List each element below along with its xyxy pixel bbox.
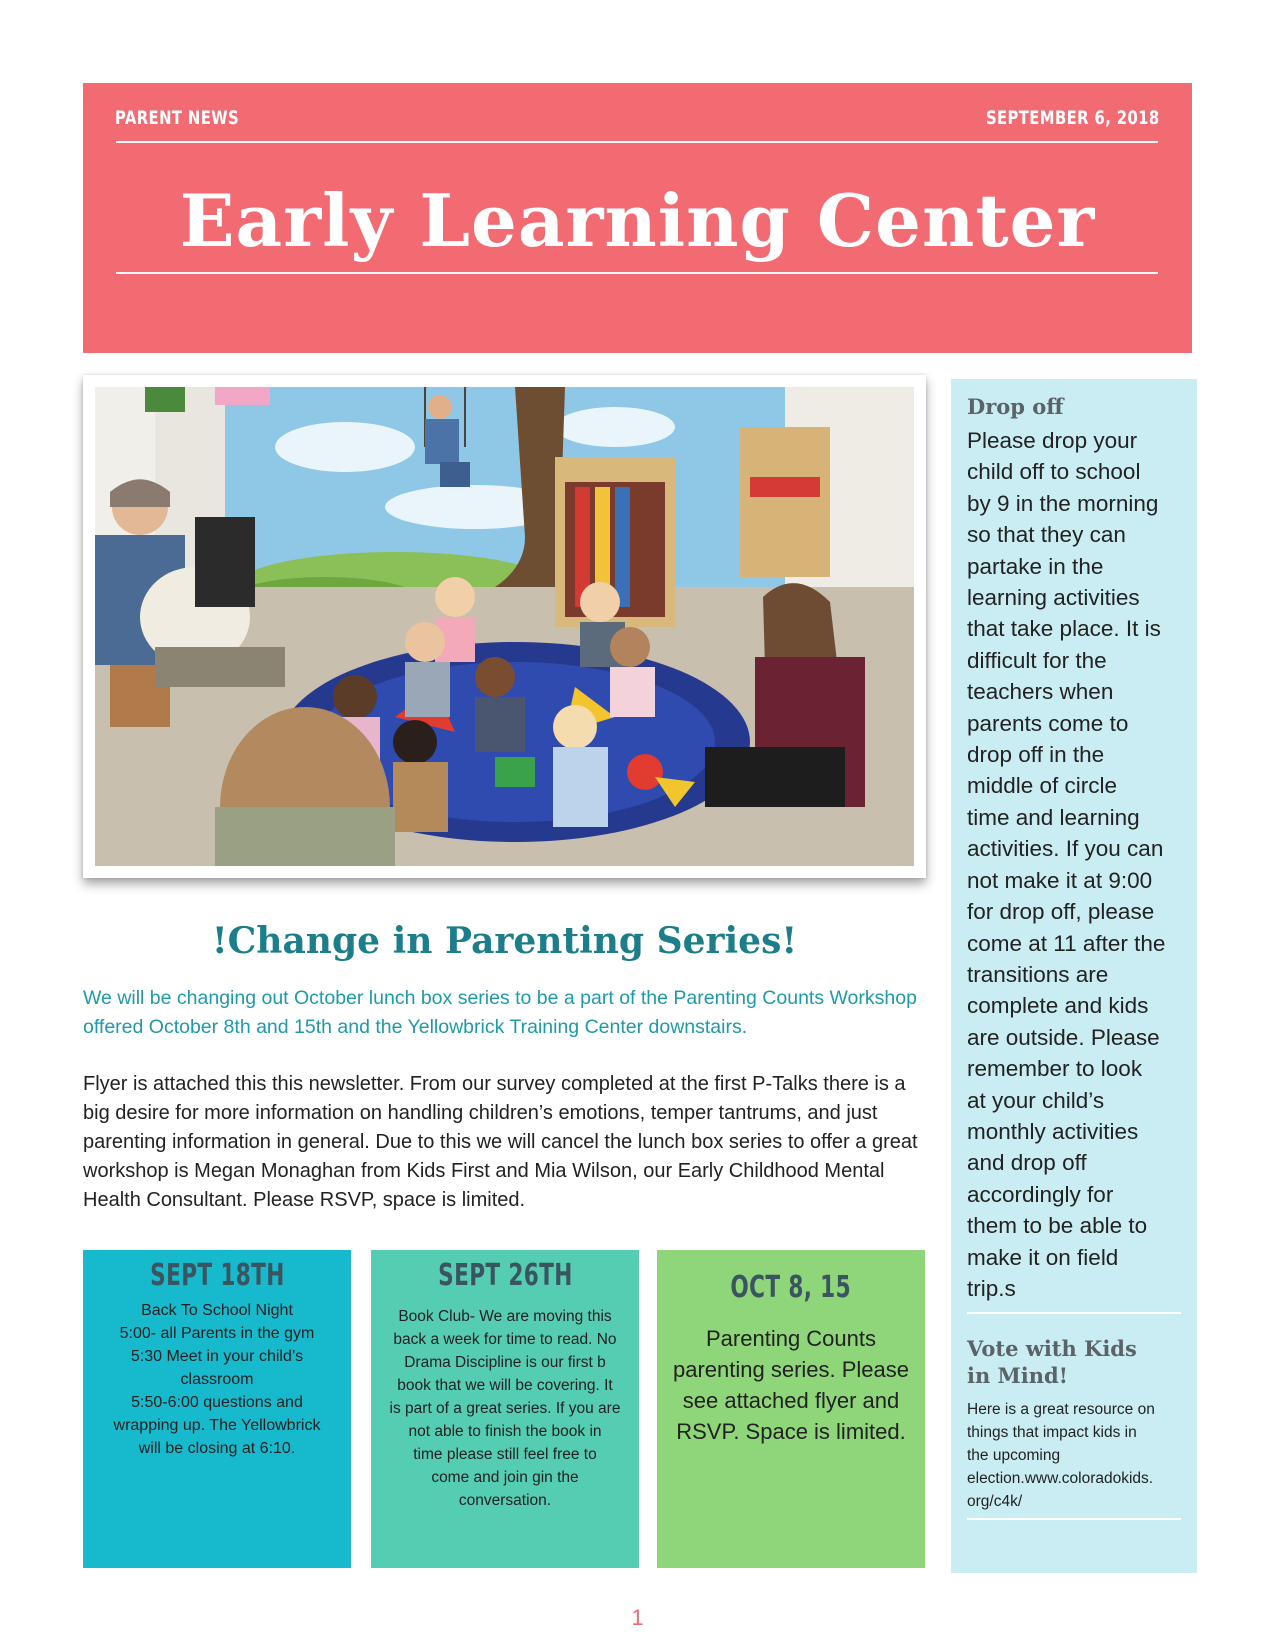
event-line: will be closing at 6:10.	[138, 1440, 296, 1457]
dropoff-line: drop off in the	[967, 742, 1105, 768]
event-line: back a week for time to read. No	[393, 1331, 617, 1348]
event-line: is part of a great series. If you are	[389, 1400, 621, 1417]
vote-heading-line: Vote with Kids	[967, 1336, 1137, 1361]
dropoff-line: by 9 in the morning	[967, 490, 1159, 516]
event-line: not able to finish the book in	[408, 1423, 602, 1440]
dropoff-line: middle of circle	[967, 773, 1118, 799]
event-line: 5:00- all Parents in the gym	[119, 1325, 315, 1342]
series-lead-paragraph: We will be changing out October lunch box series to be a part of the Parenting Counts Workshop offered October 8th and 15th and the Yellowbrick Training Center downstairs.	[83, 987, 917, 1038]
dropoff-line: learning activities	[967, 585, 1140, 611]
dropoff-line: Please drop your	[967, 428, 1138, 453]
event-date: SEPT 26TH	[437, 1258, 573, 1293]
classroom-photo	[83, 375, 926, 878]
dropoff-line: accordingly for	[967, 1181, 1114, 1207]
sidebar-divider	[967, 1518, 1181, 1520]
dropoff-line: partake in the	[967, 553, 1104, 579]
sidebar-divider	[967, 1312, 1181, 1314]
dropoff-text	[967, 425, 1189, 1304]
event-line: wrapping up. The Yellowbrick	[113, 1417, 321, 1434]
event-box-sept-18	[83, 1250, 351, 1568]
event-line: RSVP. Space is limited.	[676, 1419, 906, 1444]
dropoff-line: and drop off	[967, 1150, 1087, 1176]
vote-line: things that impact kids in	[967, 1424, 1137, 1441]
event-line: Back To School Night	[141, 1302, 293, 1319]
event-line: Drama Discipline is our first b	[404, 1354, 606, 1371]
event-line: come and join gin the	[431, 1469, 579, 1486]
event-box-oct-8-15	[657, 1250, 925, 1568]
dropoff-line: are outside. Please	[967, 1024, 1160, 1050]
event-box-sept-26	[371, 1250, 639, 1568]
dropoff-line: not make it at 9:00	[967, 867, 1153, 893]
event-line: Parenting Counts	[706, 1326, 876, 1351]
series-headline: !Change in Parenting Series!	[211, 920, 798, 962]
event-date: OCT 8, 15	[730, 1270, 852, 1305]
event-line: parenting series. Please	[672, 1357, 910, 1382]
dropoff-line: so that they can	[967, 522, 1126, 548]
dropoff-line: come at 11 after the	[967, 930, 1166, 956]
event-line: see attached flyer and	[682, 1388, 900, 1413]
section-label: PARENT NEWS	[115, 107, 240, 129]
header-rule-bottom	[116, 272, 1158, 274]
dropoff-line: remember to look	[967, 1056, 1143, 1082]
event-line: Book Club- We are moving this	[398, 1308, 612, 1325]
classroom-photo-illustration	[95, 387, 914, 866]
dropoff-line: monthly activities	[967, 1118, 1139, 1144]
dropoff-line: parents come to	[967, 710, 1129, 736]
dropoff-line: at your child’s	[967, 1087, 1105, 1113]
issue-date: SEPTEMBER 6, 2018	[986, 107, 1160, 129]
dropoff-line: trip.s	[967, 1275, 1016, 1301]
dropoff-line: teachers when	[967, 679, 1114, 705]
event-description	[657, 1323, 925, 1447]
vote-line: the upcoming	[967, 1447, 1061, 1464]
dropoff-heading: Drop off	[967, 394, 1064, 419]
vote-heading-line: in Mind!	[967, 1363, 1068, 1388]
dropoff-line: for drop off, please	[967, 899, 1155, 925]
vote-text	[967, 1398, 1189, 1513]
event-line: conversation.	[458, 1492, 552, 1509]
event-date: SEPT 18TH	[149, 1258, 285, 1293]
dropoff-line: difficult for the	[967, 647, 1107, 673]
dropoff-line: transitions are	[967, 961, 1109, 987]
header-rule-top	[116, 141, 1158, 143]
event-line: classroom	[180, 1371, 254, 1388]
dropoff-line: activities. If you can	[967, 836, 1164, 862]
series-body-paragraph: Flyer is attached this this newsletter. From our survey completed at the first P-Talks there is a big desire for more information on handling children’s emotions, temper tantrums, and just parenting information in general. Due to this we will cancel the lunch box series to offer a great workshop is Megan Monaghan from Kids First and Mia Wilson, our Early Childhood Mental Health Consultant. Please RSVP, space is limited.	[83, 1073, 918, 1211]
dropoff-line: complete and kids	[967, 993, 1149, 1019]
event-line: book that we will be covering. It	[397, 1377, 613, 1394]
event-line: time please still feel free to	[413, 1446, 597, 1463]
dropoff-line: child off to school	[967, 459, 1141, 485]
event-line: 5:50-6:00 questions and	[131, 1394, 303, 1411]
event-description	[371, 1305, 639, 1512]
vote-heading	[967, 1335, 1137, 1389]
sidebar	[951, 379, 1197, 1573]
dropoff-line: make it on field	[967, 1244, 1119, 1270]
dropoff-line: time and learning	[967, 804, 1140, 830]
vote-line: Here is a great resource on	[967, 1401, 1155, 1418]
vote-line: org/c4k/	[967, 1493, 1023, 1510]
event-description	[83, 1299, 351, 1460]
dropoff-line: that take place. It is	[967, 616, 1161, 642]
page-number: 1	[631, 1605, 644, 1630]
vote-line: election.www.coloradokids.	[967, 1470, 1154, 1487]
event-line: 5:30 Meet in your child’s	[130, 1348, 304, 1365]
masthead	[83, 83, 1192, 353]
dropoff-line: them to be able to	[967, 1213, 1148, 1239]
newsletter-title: Early Learning Center	[179, 178, 1096, 263]
